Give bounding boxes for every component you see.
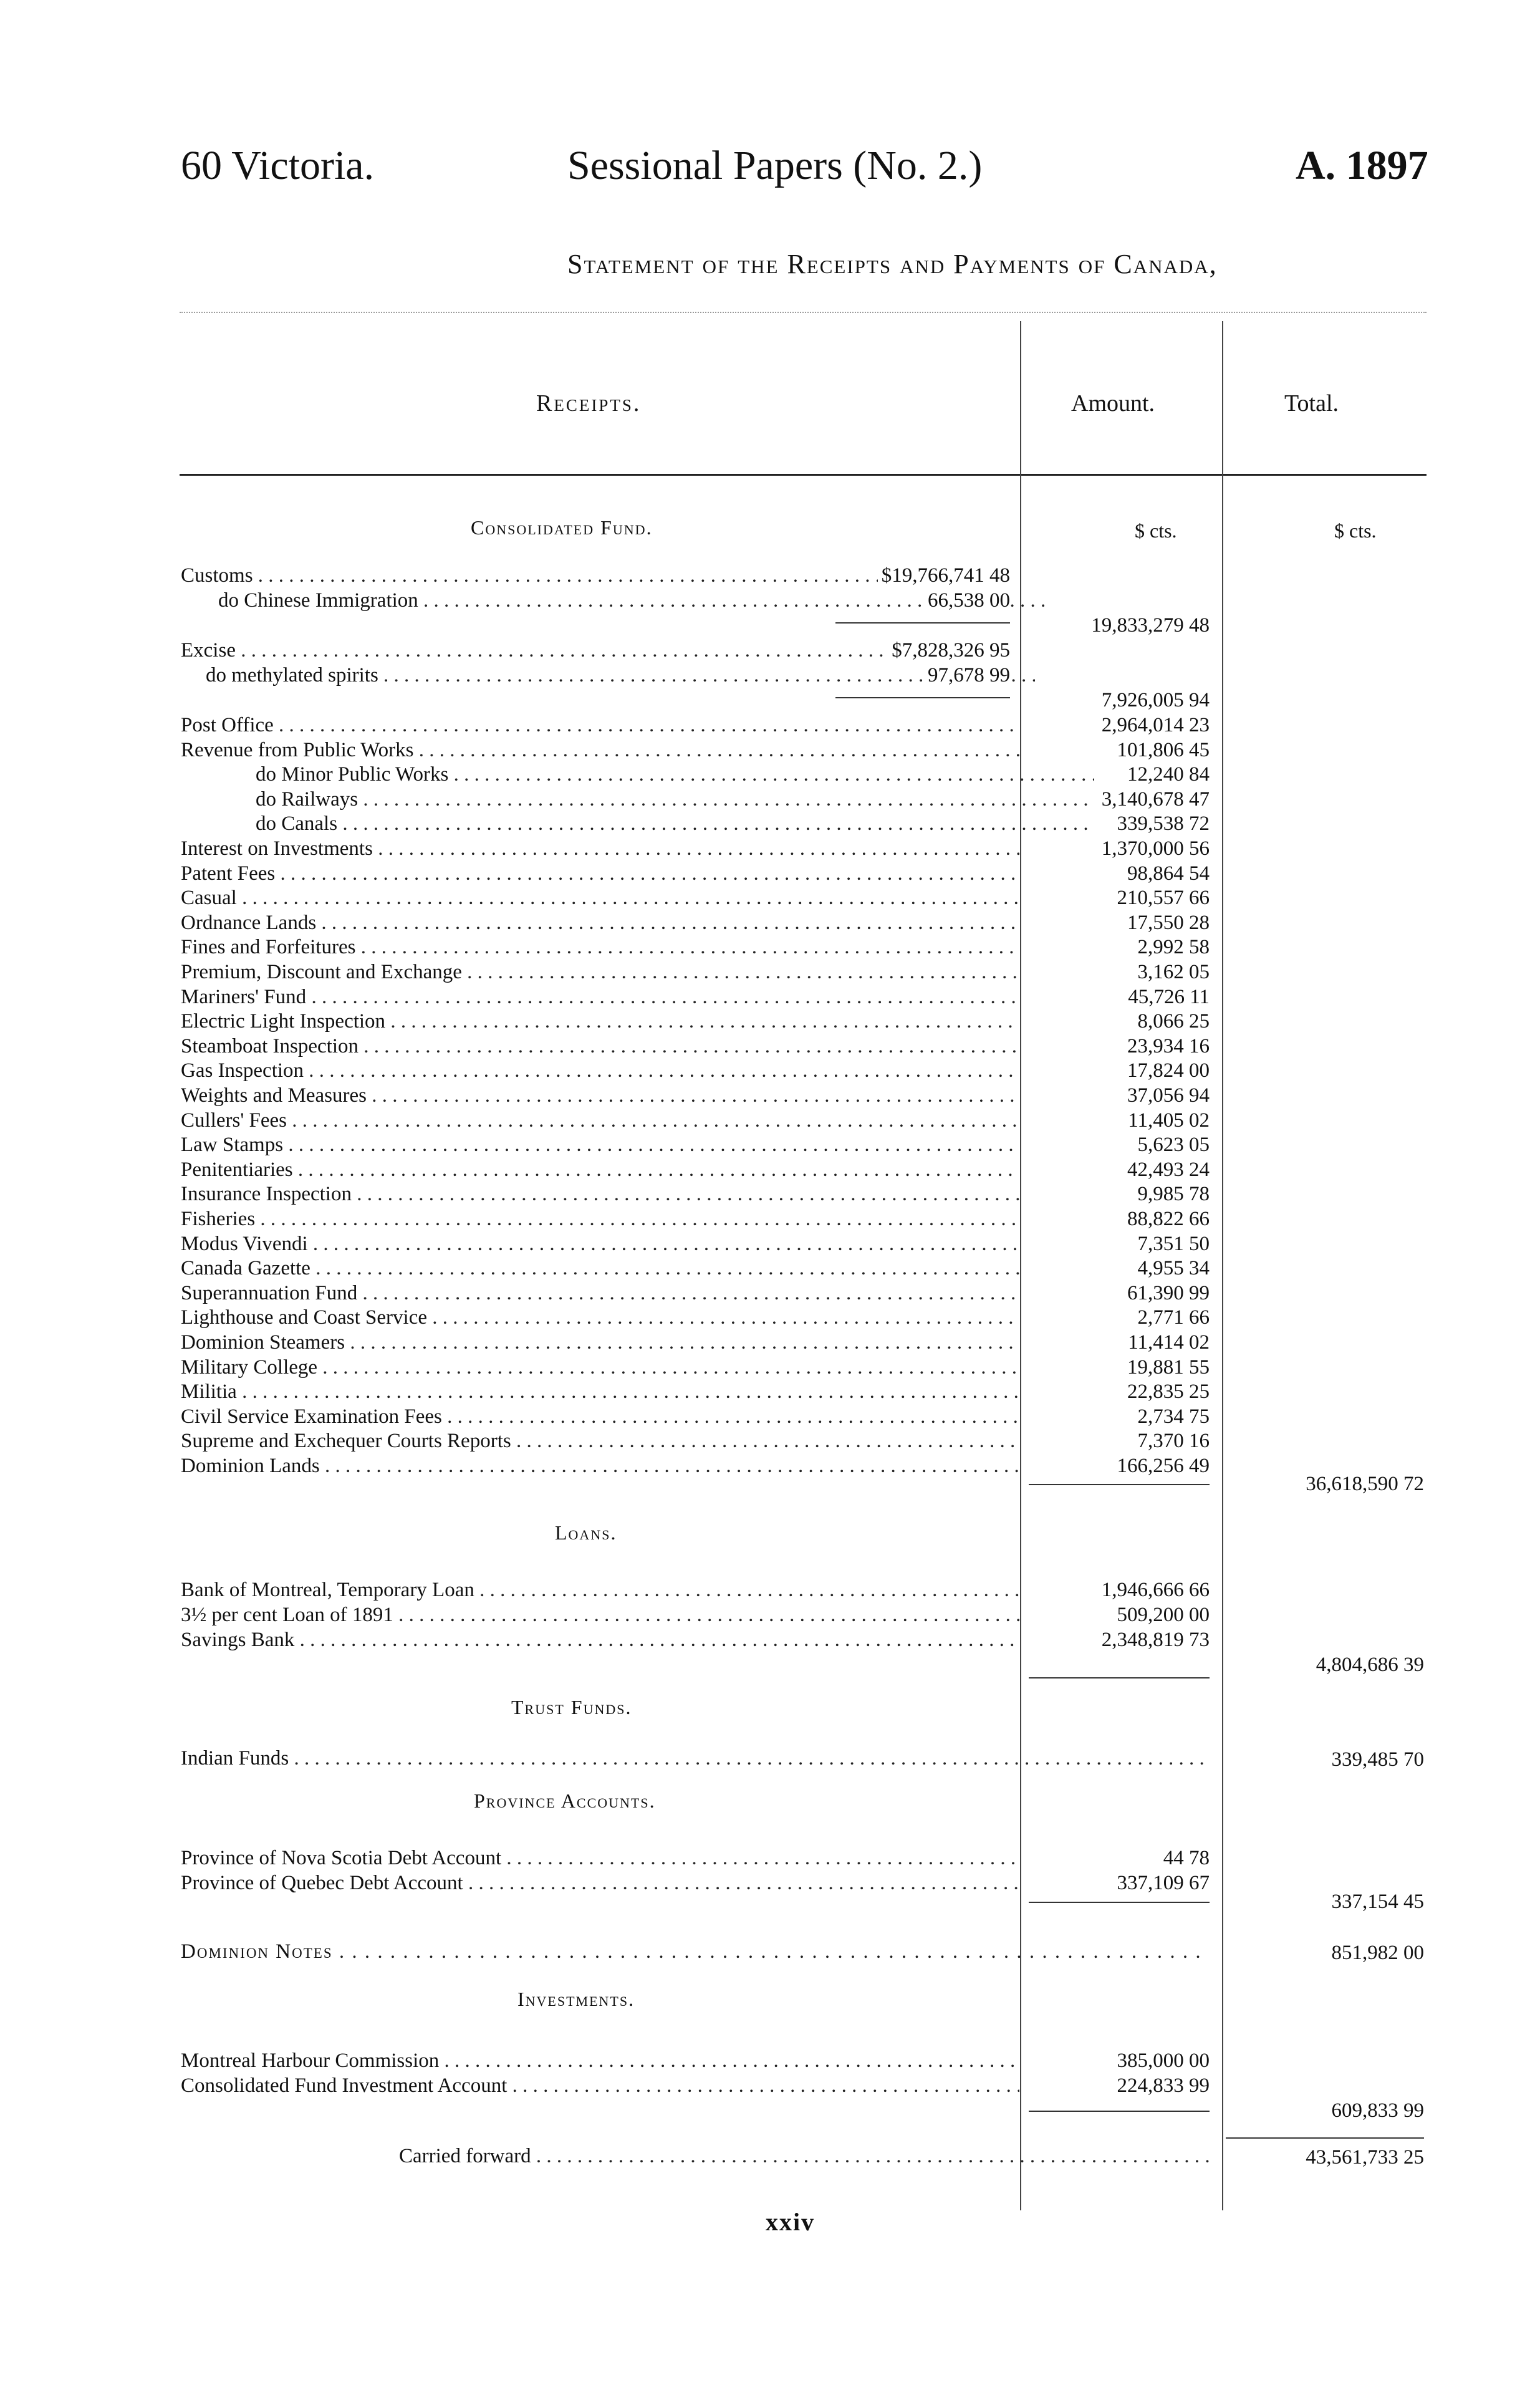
line-item-label: Weights and Measures	[181, 1084, 367, 1107]
line-item	[181, 1627, 1019, 1652]
line-item	[181, 1577, 1019, 1602]
line-item	[181, 1034, 1019, 1059]
line-item-amount: 7,351 50	[1137, 1232, 1210, 1255]
line-item	[181, 910, 1019, 935]
customs-total: 19,833,279 48	[1091, 614, 1210, 637]
line-item-label: Law Stamps	[181, 1134, 284, 1157]
excise-subamount: $7,828,326 95	[888, 638, 1010, 663]
column-header-total: Total.	[1284, 390, 1339, 417]
line-item-amount: 3,140,678 47	[1101, 787, 1210, 811]
header-volume: 60 Victoria.	[181, 143, 375, 188]
investments-total-rule	[1029, 2111, 1210, 2112]
line-item-amount: 37,056 94	[1127, 1084, 1210, 1107]
line-item-label: Lighthouse and Coast Service	[181, 1306, 428, 1329]
line-item-label: Electric Light Inspection	[181, 1010, 386, 1033]
line-item	[181, 1602, 1019, 1627]
line-item-label: do Minor Public Works	[256, 763, 449, 786]
line-item-label: do Canals	[256, 812, 338, 836]
loans-total: 4,804,686 39	[1316, 1654, 1424, 1676]
line-item-label: Province of Nova Scotia Debt Account	[181, 1847, 502, 1869]
line-item-amount: 8,066 25	[1137, 1010, 1210, 1033]
section-investments: Investments.	[517, 1988, 635, 2010]
line-item-amount: 166,256 49	[1117, 1455, 1210, 1477]
excise-meth-subamount: 97,678 99	[924, 663, 1010, 688]
line-item-amount: 224,833 99	[1117, 2074, 1210, 2097]
line-item-label: Patent Fees	[181, 862, 276, 885]
line-item	[181, 762, 1019, 787]
line-item	[181, 1009, 1019, 1034]
carried-forward-row	[399, 2144, 1213, 2169]
consolidated-total-rule	[1029, 1484, 1210, 1485]
line-item	[181, 811, 1019, 836]
section-trust-funds: Trust Funds.	[511, 1696, 632, 1718]
line-item-amount: 2,771 66	[1137, 1306, 1210, 1329]
line-item-amount: 337,109 67	[1117, 1872, 1210, 1894]
dominion-notes-total: 851,982 00	[1331, 1942, 1424, 1964]
line-item	[181, 861, 1019, 886]
page-number: xxiv	[766, 2208, 816, 2236]
dominion-notes-row	[181, 1939, 1206, 1964]
line-item-amount: 17,824 00	[1127, 1059, 1210, 1082]
line-item-label: Military College	[181, 1356, 318, 1379]
header-title: Sessional Papers (No. 2.)	[567, 143, 983, 188]
column-header-receipts: Receipts.	[536, 390, 642, 417]
line-item	[181, 1305, 1019, 1330]
line-item	[181, 787, 1019, 812]
line-item-label: Mariners' Fund	[181, 985, 307, 1008]
statement-title: Statement of the Receipts and Payments of Canada,	[567, 249, 1218, 279]
line-item-amount: 9,985 78	[1137, 1183, 1210, 1206]
line-item-label: Canada Gazette	[181, 1257, 310, 1280]
line-item	[181, 2048, 1019, 2073]
line-item-label: Dominion Lands	[181, 1455, 320, 1477]
line-item-amount: 22,835 25	[1127, 1380, 1210, 1404]
excise-subtotal-rule	[835, 697, 1010, 698]
customs-chinese-label: do Chinese Immigration	[218, 589, 418, 612]
line-item-amount: 88,822 66	[1127, 1208, 1210, 1230]
line-item-amount: 2,964,014 23	[1101, 714, 1210, 736]
line-item-amount: 11,414 02	[1128, 1331, 1210, 1354]
line-item	[181, 1453, 1019, 1478]
line-item-amount: 1,370,000 56	[1101, 837, 1210, 860]
excise-meth-label: do methylated spirits	[206, 664, 378, 686]
line-item	[181, 1256, 1019, 1281]
top-rule	[180, 312, 1427, 313]
line-item-amount: 5,623 05	[1137, 1134, 1210, 1157]
customs-subtotal-rule	[835, 622, 1010, 624]
line-item-label: Province of Quebec Debt Account	[181, 1872, 463, 1894]
line-item	[181, 960, 1019, 985]
line-item	[181, 1379, 1019, 1404]
line-item	[181, 1157, 1019, 1182]
line-item-amount: 1,946,666 66	[1101, 1579, 1210, 1601]
line-item-amount: 3,162 05	[1137, 961, 1210, 983]
section-consolidated-fund: Consolidated Fund.	[471, 516, 653, 539]
line-item-label: Bank of Montreal, Temporary Loan	[181, 1579, 474, 1601]
customs-label: Customs	[181, 564, 253, 587]
customs-subamount: $19,766,741 48	[878, 563, 1010, 588]
column-header-amount: Amount.	[1071, 390, 1155, 417]
line-item-label: Interest on Investments	[181, 837, 373, 860]
line-item-amount: 2,992 58	[1137, 936, 1210, 959]
line-item-amount: 19,881 55	[1127, 1356, 1210, 1379]
line-item	[181, 713, 1019, 738]
header-rule	[180, 474, 1427, 476]
line-item	[181, 985, 1019, 1009]
line-item	[181, 1132, 1019, 1157]
line-item-label: do Railways	[256, 787, 358, 811]
line-item	[181, 935, 1019, 960]
excise-meth-row	[181, 663, 1010, 688]
line-item-label: Revenue from Public Works	[181, 738, 414, 761]
line-item-label: Penitentiaries	[181, 1158, 293, 1181]
line-item-amount: 385,000 00	[1117, 2049, 1210, 2072]
line-item-amount: 210,557 66	[1117, 887, 1210, 910]
investments-total: 609,833 99	[1331, 2099, 1424, 2122]
line-item-amount: 2,348,819 73	[1101, 1629, 1210, 1651]
line-item-amount: 98,864 54	[1127, 862, 1210, 885]
line-item	[181, 1281, 1019, 1306]
line-item-label: Supreme and Exchequer Courts Reports	[181, 1430, 511, 1453]
line-item-amount: 12,240 84	[1127, 763, 1210, 786]
line-item	[181, 1871, 1019, 1895]
line-item	[181, 1428, 1019, 1453]
line-item-amount: 2,734 75	[1137, 1405, 1210, 1428]
indian-funds-total: 339,485 70	[1331, 1748, 1424, 1771]
line-item-amount: 4,955 34	[1137, 1257, 1210, 1280]
customs-chinese-subamount: 66,538 00	[924, 588, 1010, 613]
line-item-amount: 11,405 02	[1128, 1109, 1210, 1132]
line-item-label: Post Office	[181, 714, 274, 736]
line-item	[181, 1206, 1019, 1231]
line-item	[181, 1182, 1019, 1206]
header-year: A. 1897	[1296, 143, 1428, 188]
section-loans: Loans.	[555, 1521, 617, 1544]
line-item	[181, 885, 1019, 910]
line-item-amount: 101,806 45	[1117, 738, 1210, 761]
line-item-label: 3½ per cent Loan of 1891	[181, 1604, 393, 1626]
line-item-label: Ordnance Lands	[181, 911, 317, 934]
excise-row	[181, 638, 1010, 663]
carried-forward-total: 43,561,733 25	[1306, 2146, 1424, 2169]
line-item-amount: 61,390 99	[1127, 1281, 1210, 1304]
province-total: 337,154 45	[1331, 1890, 1424, 1913]
line-item-label: Militia	[181, 1380, 237, 1404]
consolidated-total: 36,618,590 72	[1306, 1473, 1424, 1495]
line-item-label: Civil Service Examination Fees	[181, 1405, 442, 1428]
line-item	[181, 1058, 1019, 1083]
line-item	[181, 836, 1019, 861]
line-item-amount: 44 78	[1163, 1847, 1210, 1869]
line-item-label: Gas Inspection	[181, 1059, 304, 1082]
line-item-label: Montreal Harbour Commission	[181, 2049, 440, 2072]
line-item-label: Insurance Inspection	[181, 1183, 352, 1206]
line-item-label: Savings Bank	[181, 1629, 295, 1651]
line-item	[181, 1404, 1019, 1429]
line-item-amount: 339,538 72	[1117, 812, 1210, 836]
carried-forward-label: Carried forward	[399, 2145, 531, 2167]
line-item-label: Casual	[181, 887, 237, 910]
total-column-rule	[1222, 321, 1223, 2210]
line-item	[181, 1330, 1019, 1355]
line-item	[181, 1083, 1019, 1108]
line-item-amount: 42,493 24	[1127, 1158, 1210, 1181]
carried-forward-rule	[1226, 2137, 1424, 2139]
customs-row	[181, 563, 1010, 588]
line-item-label: Superannuation Fund	[181, 1281, 358, 1304]
excise-label: Excise	[181, 639, 236, 662]
amount-unit: $ cts.	[1135, 519, 1177, 542]
line-item-label: Cullers' Fees	[181, 1109, 287, 1132]
customs-chinese-row	[181, 588, 1010, 613]
line-item-label: Steamboat Inspection	[181, 1034, 359, 1057]
line-item-label: Dominion Steamers	[181, 1331, 345, 1354]
line-item-label: Modus Vivendi	[181, 1232, 308, 1255]
indian-funds-label: Indian Funds	[181, 1747, 289, 1770]
line-item-label: Premium, Discount and Exchange	[181, 961, 462, 983]
dominion-notes-label: Dominion Notes	[181, 1940, 333, 1963]
loans-total-rule	[1029, 1677, 1210, 1678]
line-item-label: Fines and Forfeitures	[181, 936, 356, 959]
line-item-amount: 17,550 28	[1127, 911, 1210, 934]
total-unit: $ cts.	[1334, 519, 1377, 542]
line-item	[181, 2073, 1019, 2098]
line-item-label: Fisheries	[181, 1208, 256, 1230]
line-item-label: Consolidated Fund Investment Account	[181, 2074, 508, 2097]
line-item	[181, 1846, 1019, 1871]
line-item-amount: 509,200 00	[1117, 1604, 1210, 1626]
line-item	[181, 1108, 1019, 1133]
excise-total: 7,926,005 94	[1101, 689, 1210, 711]
section-province-accounts: Province Accounts.	[474, 1789, 656, 1812]
line-item-amount: 23,934 16	[1127, 1034, 1210, 1057]
line-item-amount: 7,370 16	[1137, 1430, 1210, 1453]
indian-funds-row	[181, 1746, 1206, 1771]
line-item	[181, 1231, 1019, 1256]
province-total-rule	[1029, 1902, 1210, 1903]
line-item	[181, 738, 1019, 763]
line-item-amount: 45,726 11	[1128, 985, 1210, 1008]
line-item	[181, 1355, 1019, 1380]
